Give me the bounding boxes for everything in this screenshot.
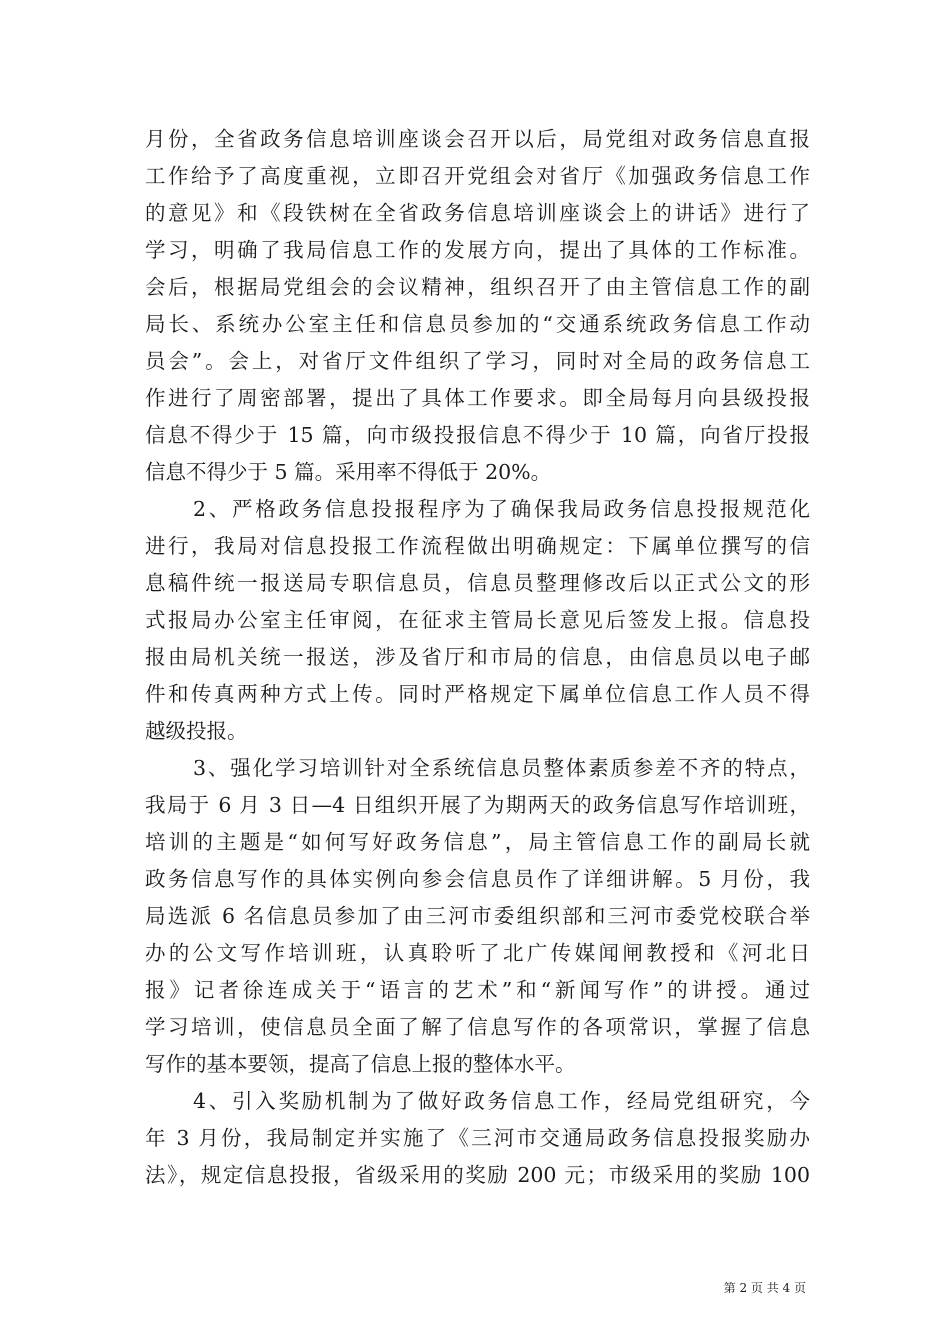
text-line: 局选派 6 名信息员参加了由三河市委组织部和三河市委党校联合举 xyxy=(145,904,810,928)
text-line: 越级投报。 xyxy=(145,719,248,743)
text-line: 办的公文写作培训班，认真聆听了北广传媒闻闸教授和《河北日 xyxy=(145,941,810,965)
text-line: 员会”。会上，对省厅文件组织了学习，同时对全局的政务信息工 xyxy=(145,349,810,373)
text-line: 4、引入奖励机制为了做好政务信息工作，经局党组研究，今 xyxy=(193,1089,810,1113)
text-line: 会后，根据局党组会的会议精神，组织召开了由主管信息工作的副 xyxy=(145,275,810,299)
text-line: 工作给予了高度重视，立即召开党组会对省厅《加强政务信息工作 xyxy=(145,164,810,188)
text-line: 学习，明确了我局信息工作的发展方向，提出了具体的工作标准。 xyxy=(145,238,810,262)
text-line: 式报局办公室主任审阅，在征求主管局长意见后签发上报。信息投 xyxy=(145,608,810,632)
page-number: 第 2 页 共 4 页 xyxy=(723,1281,806,1295)
text-line: 法》，规定信息投报，省级采用的奖励 200 元；市级采用的奖励 100 xyxy=(145,1163,810,1187)
text-line: 报由局机关统一报送，涉及省厅和市局的信息，由信息员以电子邮 xyxy=(145,645,810,669)
text-line: 月份，全省政务信息培训座谈会召开以后，局党组对政务信息直报 xyxy=(145,127,810,151)
text-line: 写作的基本要领，提高了信息上报的整体水平。 xyxy=(145,1052,576,1076)
text-line: 报》记者徐连成关于“语言的艺术”和“新闻写作”的讲授。通过 xyxy=(145,978,810,1002)
text-line: 年 3 月份，我局制定并实施了《三河市交通局政务信息投报奖励办 xyxy=(145,1126,810,1150)
text-line: 信息不得少于 15 篇，向市级投报信息不得少于 10 篇，向省厅投报 xyxy=(145,423,810,447)
text-line: 3、强化学习培训针对全系统信息员整体素质参差不齐的特点， xyxy=(193,756,810,780)
text-line: 信息不得少于 5 篇。采用率不得低于 20%。 xyxy=(145,460,552,484)
text-line: 的意见》和《段铁树在全省政务信息培训座谈会上的讲话》进行了 xyxy=(145,201,810,225)
text-line: 局长、系统办公室主任和信息员参加的“交通系统政务信息工作动 xyxy=(145,312,810,336)
text-line: 培训的主题是“如何写好政务信息”，局主管信息工作的副局长就 xyxy=(145,830,810,854)
text-line: 我局于 6 月 3 日—4 日组织开展了为期两天的政务信息写作培训班， xyxy=(145,793,810,817)
text-line: 学习培训，使信息员全面了解了信息写作的各项常识，掌握了信息 xyxy=(145,1015,810,1039)
text-line: 政务信息写作的具体实例向参会信息员作了详细讲解。5 月份，我 xyxy=(145,867,810,891)
text-line: 作进行了周密部署，提出了具体工作要求。即全局每月向县级投报 xyxy=(145,386,810,410)
text-line: 2、严格政务信息投报程序为了确保我局政务信息投报规范化 xyxy=(193,497,810,521)
text-line: 件和传真两种方式上传。同时严格规定下属单位信息工作人员不得 xyxy=(145,682,810,706)
text-line: 息稿件统一报送局专职信息员，信息员整理修改后以正式公文的形 xyxy=(145,571,810,595)
text-line: 进行，我局对信息投报工作流程做出明确规定：下属单位撰写的信 xyxy=(145,534,810,558)
